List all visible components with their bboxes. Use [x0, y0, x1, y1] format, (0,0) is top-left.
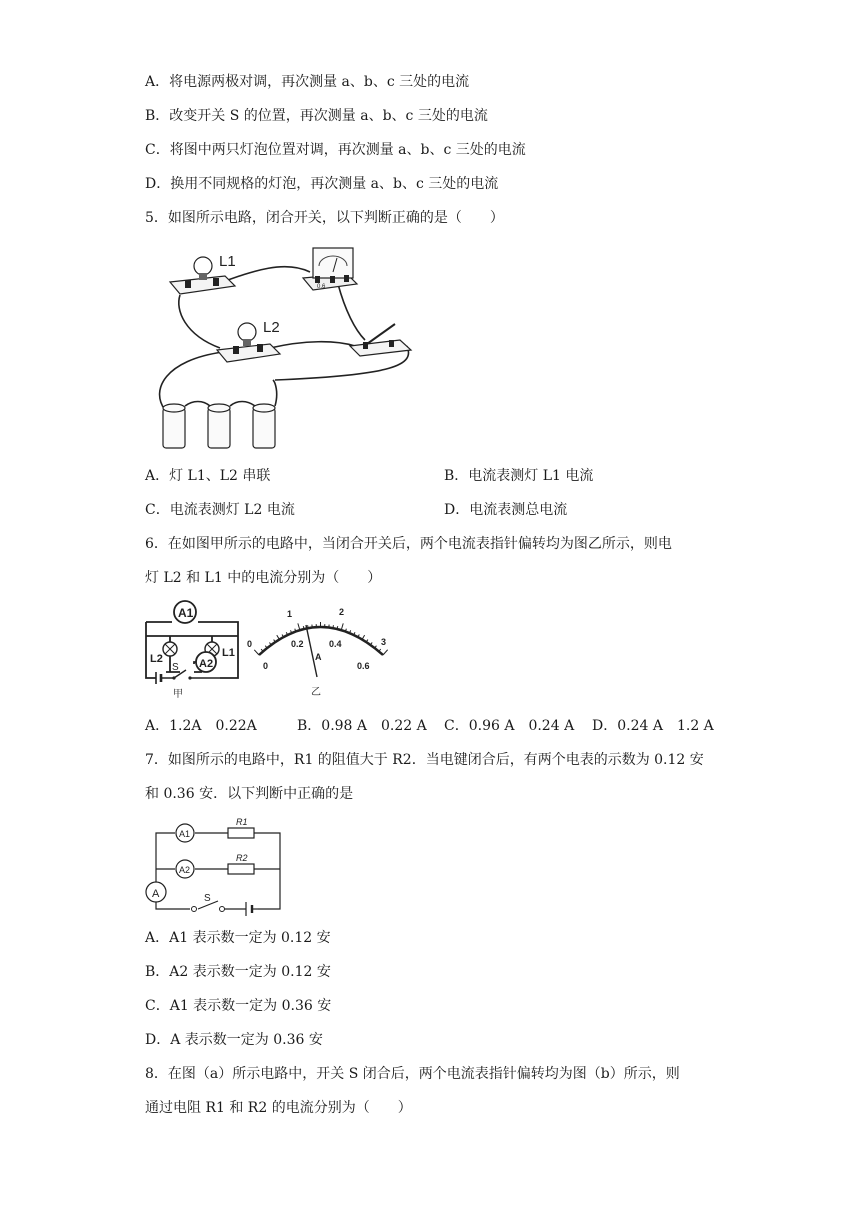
q6-label-l1: L1	[222, 647, 235, 659]
q7-label-a: A	[152, 888, 160, 900]
q7-stem-line1: 7．如图所示的电路中，R1 的阻值大于 R2．当电键闭合后，有两个电表的示数为 0.12 安	[145, 752, 704, 768]
q5-batteries	[163, 404, 275, 448]
q5-circuit-figure	[145, 240, 425, 450]
q7-label-r2: R2	[236, 853, 248, 863]
q6-scale-bottom-1: 0.2	[291, 639, 304, 649]
q7-resistor-r2	[228, 864, 254, 874]
q6-meter-yi	[245, 605, 395, 698]
q5-ammeter	[303, 248, 357, 290]
q6-label-a1: A1	[178, 606, 194, 620]
q6-label-s: S	[172, 662, 179, 673]
q6-scale-bottom-0: 0	[263, 661, 269, 671]
q7-resistor-r1	[228, 828, 254, 838]
q6-scale-top-1: 1	[287, 609, 293, 619]
q6-meter-tick	[303, 626, 304, 629]
q7-stem-line2: 和 0.36 安．以下判断中正确的是	[145, 786, 354, 802]
q4-option-d: D．换用不同规格的灯泡，再次测量 a、b、c 三处的电流	[145, 176, 499, 192]
q6-stem-line1: 6．在如图甲所示的电路中，当闭合开关后，两个电流表指针偏转均为图乙所示，则电	[145, 536, 672, 552]
q7-option-a: A．A1 表示数一定为 0.12 安	[145, 930, 331, 946]
q8-stem-line2: 通过电阻 R1 和 R2 的电流分别为（ ）	[145, 1100, 412, 1116]
q7-option-c: C．A1 表示数一定为 0.36 安	[145, 998, 332, 1014]
q5-switch	[350, 324, 411, 356]
q6-label-l2: L2	[150, 653, 163, 665]
q6-meter-tick	[308, 625, 309, 628]
q5-option-a: A．灯 L1、L2 串联	[145, 468, 271, 484]
q5-option-c: C．电流表测灯 L2 电流	[145, 502, 295, 518]
q4-option-b: B．改变开关 S 的位置，再次测量 a、b、c 三处的电流	[145, 108, 488, 124]
q7-label-a2: A2	[179, 865, 191, 875]
q6-meter-tick	[337, 626, 338, 629]
q6-scale-top-2: 2	[339, 607, 345, 617]
q7-label-a1: A1	[179, 829, 191, 839]
q6-meter-needle	[306, 625, 317, 677]
q7-circuit-figure	[142, 815, 282, 915]
q7-switch	[192, 907, 197, 912]
q6-scale-bottom-2: 0.4	[329, 639, 342, 649]
q7-option-d: D．A 表示数一定为 0.36 安	[145, 1032, 323, 1048]
q6-meter-arc	[259, 627, 383, 655]
q5-label-l2: L2	[263, 319, 280, 336]
q7-label-r1: R1	[236, 817, 248, 827]
q6-circuit-jia	[142, 600, 242, 700]
q6-meter-tick	[383, 650, 388, 655]
q6-scale-top-3: 3	[381, 637, 387, 647]
q5-option-b: B．电流表测灯 L1 电流	[444, 468, 594, 484]
q6-label-yi: 乙	[311, 687, 321, 698]
q6-stem-line2: 灯 L2 和 L1 中的电流分别为（ ）	[145, 570, 382, 586]
q6-label-a2: A2	[199, 658, 214, 670]
q4-option-a: A．将电源两极对调，再次测量 a、b、c 三处的电流	[145, 74, 470, 90]
q5-option-d: D．电流表测总电流	[444, 502, 568, 518]
q6-label-jia: 甲	[173, 689, 183, 700]
q6-meter-tick	[254, 650, 259, 655]
q6-option-b: B．0.98 A 0.22 A	[297, 718, 427, 734]
q6-option-c: C．0.96 A 0.24 A	[444, 718, 575, 734]
q5-stem: 5．如图所示电路，闭合开关，以下判断正确的是（ ）	[145, 210, 504, 226]
q5-meter-label: 0.6	[317, 284, 326, 290]
q7-option-b: B．A2 表示数一定为 0.12 安	[145, 964, 331, 980]
q6-scale-top-0: 0	[247, 639, 253, 649]
q4-option-c: C．将图中两只灯泡位置对调，再次测量 a、b、c 三处的电流	[145, 142, 526, 158]
q7-label-s: S	[204, 893, 211, 904]
q5-label-l1: L1	[219, 253, 236, 270]
q6-scale-bottom-3: 0.6	[357, 661, 370, 671]
q6-option-a: A．1.2A 0.22A	[145, 718, 257, 734]
q6-needle-label: A	[315, 652, 322, 662]
q6-option-d: D．0.24 A 1.2 A	[592, 718, 714, 734]
q8-stem-line1: 8．在图（a）所示电路中，开关 S 闭合后，两个电流表指针偏转均为图（b）所示，则	[145, 1066, 680, 1082]
q6-meter-tick	[333, 625, 334, 628]
